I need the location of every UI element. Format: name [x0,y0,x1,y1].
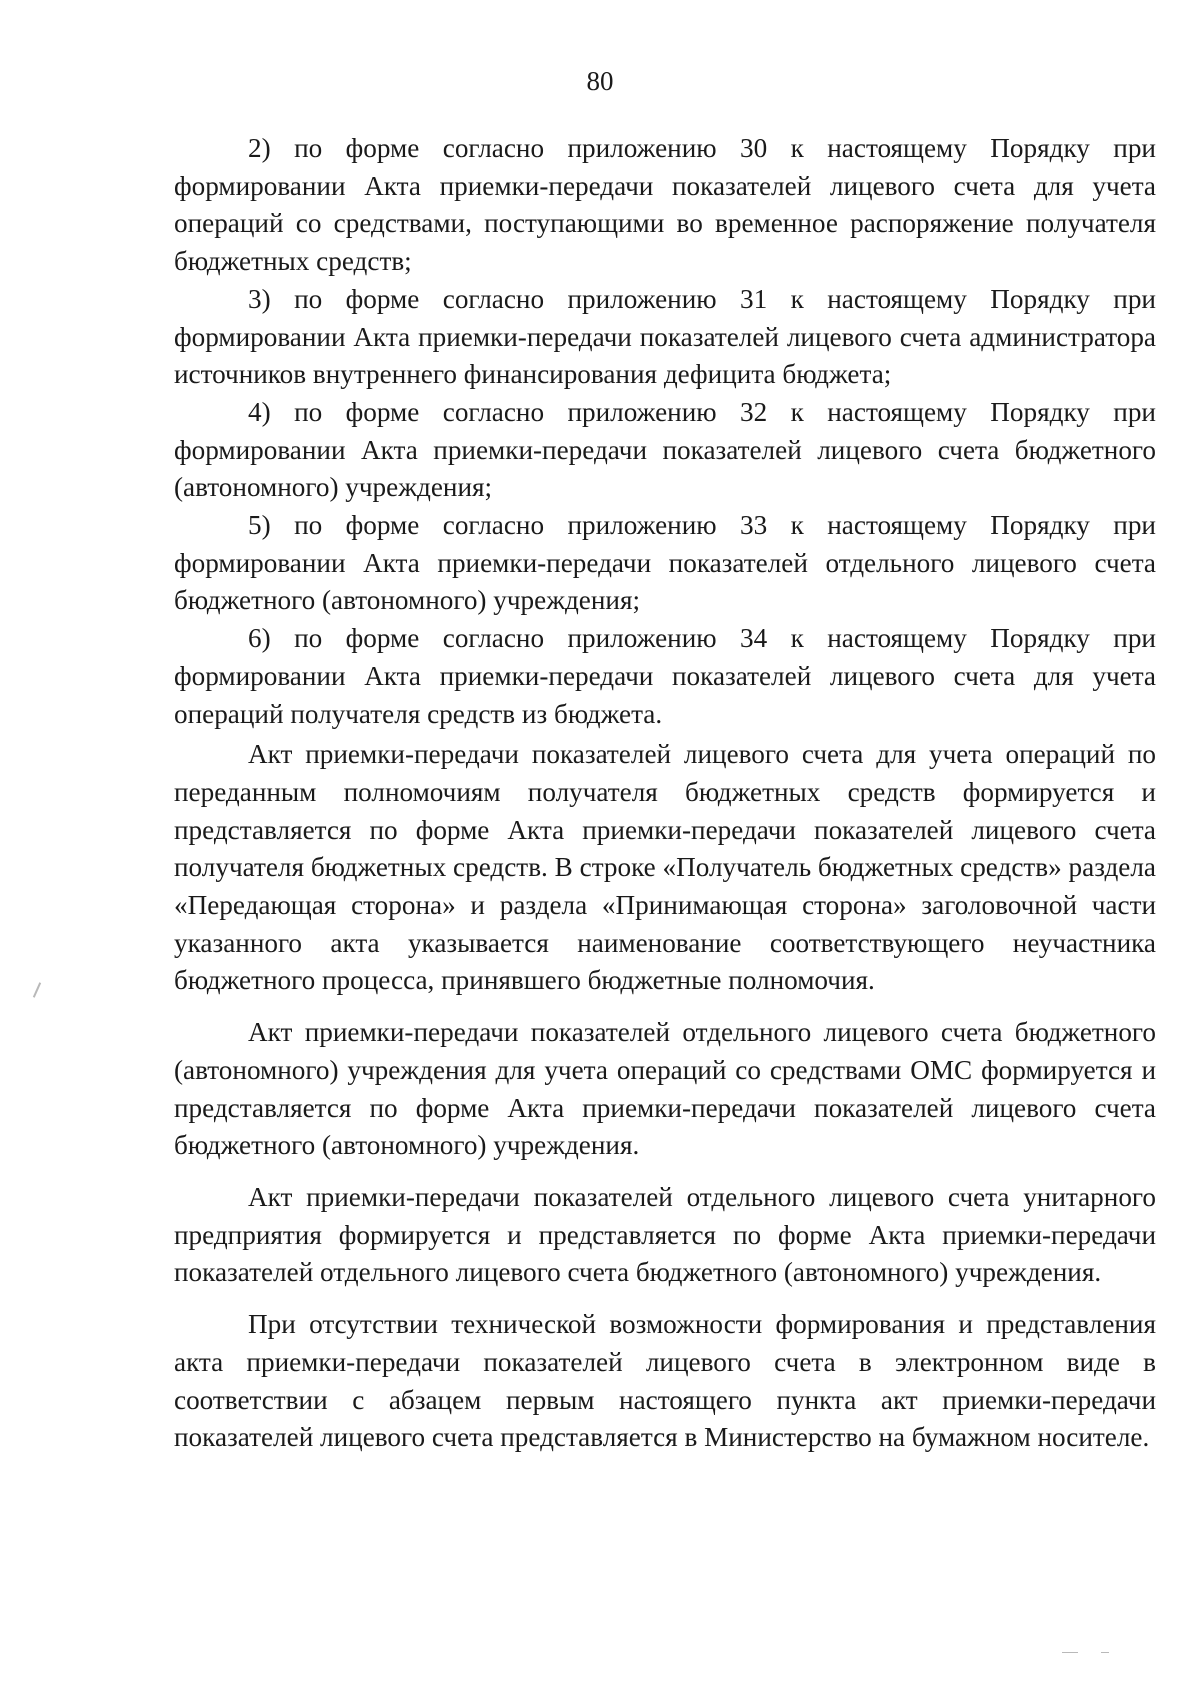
list-item-5: 5) по форме согласно приложению 33 к настоящему Порядку при формировании Акта приемки-передачи показателей отдельного лицевого счета бюджетного (автономного) учреждения; [174,510,1156,616]
scan-artifact-bottom-right-2 [1101,1652,1109,1653]
paragraph-oms-account: Акт приемки-передачи показателей отдельного лицевого счета бюджетного (автономного) учреждения для учета операций со средствами ОМС формируется и представляется по форме Акта приемки-передачи показателей лицевого счета бюджетного (автономного) учреждения. [174,1017,1156,1161]
document-body [174,130,1156,1457]
scan-artifact-left [33,982,41,997]
paragraph-paper-submission: При отсутствии технической возможности формирования и представления акта приемки-передачи показателей лицевого счета в электронном виде в соответствии с абзацем первым настоящего пункта акт приемки-передачи показателей лицевого счета представляется в Министерство на бумажном носителе. [174,1309,1156,1453]
list-item-6: 6) по форме согласно приложению 34 к настоящему Порядку при формировании Акта приемки-передачи показателей лицевого счета для учета операций получателя средств из бюджета. [174,623,1156,729]
paragraph-unitary-enterprise: Акт приемки-передачи показателей отдельного лицевого счета унитарного предприятия формируется и представляется по форме Акта приемки-передачи показателей отдельного лицевого счета бюджетного (автономного) учреждения. [174,1181,1156,1288]
list-item-3: 3) по форме согласно приложению 31 к настоящему Порядку при формировании Акта приемки-передачи показателей лицевого счета администратора источников внутреннего финансирования дефицита бюджета; [174,283,1156,390]
page-number: 80 [586,66,614,96]
scan-artifact-bottom-right [1062,1652,1078,1653]
list-item-2: 2) по форме согласно приложению 30 к настоящему Порядку при формировании Акта приемки-передачи показателей лицевого счета для учета операций со средствами, поступающими во временное распоряжение получателя бюджетных средств; [174,133,1156,277]
paragraph-delegated-powers: Акт приемки-передачи показателей лицевого счета для учета операций по переданным полномочиям получателя бюджетных средств формируется и представляется по форме Акта приемки-передачи показателей лицевого счета получателя бюджетных средств. В строке «Получатель бюджетных средств» раздела «Передающая сторона» и раздела «Принимающая сторона» заголовочной части указанного акта указывается наименование соответствующего неучастника бюджетного процесса, принявшего бюджетные полномочия. [174,739,1156,996]
list-item-4: 4) по форме согласно приложению 32 к настоящему Порядку при формировании Акта приемки-передачи показателей лицевого счета бюджетного (автономного) учреждения; [174,396,1156,503]
